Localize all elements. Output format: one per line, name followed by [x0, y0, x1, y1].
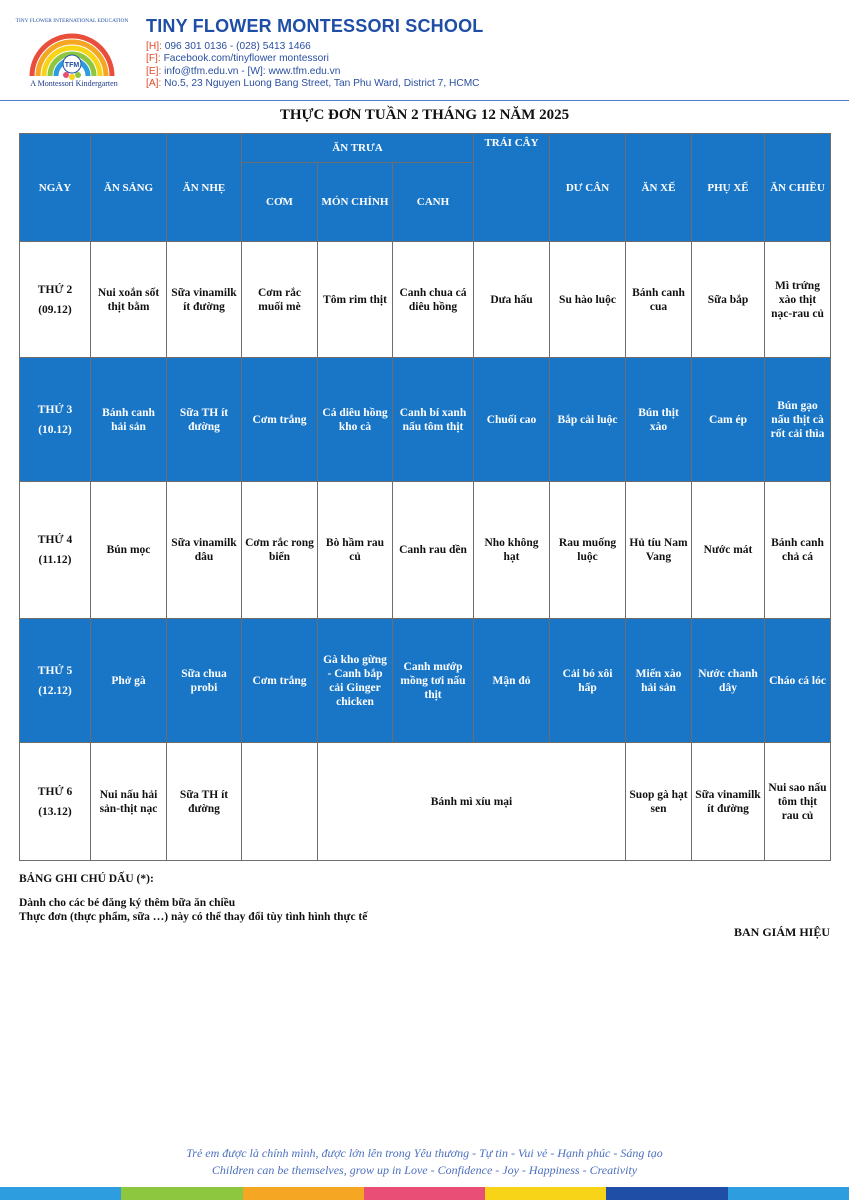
an-nhe-cell: Sữa TH ít đường — [167, 358, 242, 482]
an-nhe-cell: Sữa TH ít đường — [167, 743, 242, 861]
phu-xe-cell: Cam ép — [692, 358, 765, 482]
header-mon-chinh: MÓN CHÍNH — [318, 163, 393, 242]
canh-cell: Canh rau dền — [393, 482, 474, 619]
an-sang-cell: Nui nấu hải sản-thịt nạc — [91, 743, 167, 861]
mon-chinh-cell: Cá diêu hồng kho cà — [318, 358, 393, 482]
phu-xe-cell: Nước chanh dây — [692, 619, 765, 743]
com-cell: Cơm trắng — [242, 619, 318, 743]
an-sang-cell: Bún mọc — [91, 482, 167, 619]
mon-chinh-cell: Gà kho gừng - Canh bắp cải Ginger chicken — [318, 619, 393, 743]
mon-chinh-cell: Bò hầm rau củ — [318, 482, 393, 619]
header-ngay: NGÀY — [20, 134, 91, 242]
header-divider — [0, 100, 849, 101]
an-chieu-cell: Mì trứng xào thịt nạc-rau củ — [765, 242, 831, 358]
an-sang-cell: Nui xoắn sốt thịt bằm — [91, 242, 167, 358]
color-stripe — [0, 1187, 849, 1200]
com-cell: Cơm rắc rong biển — [242, 482, 318, 619]
an-sang-cell: Phở gà — [91, 619, 167, 743]
contact-address: [A]: No.5, 23 Nguyen Luong Bang Street, Tan Phu Ward, District 7, HCMC — [146, 78, 480, 90]
header-an-xe: ĂN XẾ — [626, 134, 692, 242]
contact-block — [146, 41, 480, 91]
phu-xe-cell: Sữa bắp — [692, 242, 765, 358]
footer-slogan-vi: Trẻ em được là chính mình, được lớn lên trong Yêu thương - Tự tin - Vui vẻ - Hạnh phúc - Sáng tạo — [186, 1146, 663, 1160]
an-xe-cell: Bánh canh cua — [626, 242, 692, 358]
table-row — [20, 482, 831, 619]
com-cell: Cơm trắng — [242, 358, 318, 482]
note-line: Thực đơn (thực phẩm, sữa …) này có thể thay đổi tùy tình hình thực tế — [19, 911, 368, 923]
canh-cell: Canh chua cá diêu hồng — [393, 242, 474, 358]
an-chieu-cell: Bún gạo nấu thịt cà rốt cải thìa — [765, 358, 831, 482]
header-du-can: DƯ CÂN — [550, 134, 626, 242]
an-xe-cell: Miến xào hải sản — [626, 619, 692, 743]
header-an-sang: ĂN SÁNG — [91, 134, 167, 242]
contact-facebook: [F]: Facebook.com/tinyflower montessori — [146, 53, 329, 65]
stripe-segment — [364, 1187, 485, 1200]
header-an-nhe: ĂN NHẸ — [167, 134, 242, 242]
signer: BAN GIÁM HIỆU — [733, 925, 830, 939]
contact-phone: [H]: 096 301 0136 - (028) 5413 1466 — [146, 41, 311, 52]
an-nhe-cell: Sữa vinamilk dâu — [167, 482, 242, 619]
trai-cay-cell: Nho không hạt — [474, 482, 550, 619]
header-an-trua: ĂN TRƯA — [242, 134, 474, 163]
weekly-menu-table — [19, 133, 831, 861]
footer-slogan-en: Children can be themselves, grow up in Love - Confidence - Joy - Happiness - Creativity — [211, 1163, 638, 1177]
an-nhe-cell: Sữa chua probi — [167, 619, 242, 743]
mon-chinh-cell: Tôm rim thịt — [318, 242, 393, 358]
day-cell: THỨ 3 (10.12) — [20, 358, 91, 482]
header-canh: CANH — [393, 163, 474, 242]
trai-cay-cell: Dưa hấu — [474, 242, 550, 358]
phu-xe-cell: Sữa vinamilk ít đường — [692, 743, 765, 861]
an-xe-cell: Hủ tíu Nam Vang — [626, 482, 692, 619]
du-can-cell: Bắp cải luộc — [550, 358, 626, 482]
notes-title: BẢNG GHI CHÚ DẤU (*): — [19, 873, 154, 885]
stripe-segment — [606, 1187, 727, 1200]
header-phu-xe: PHỤ XẾ — [692, 134, 765, 242]
header-an-chieu: ĂN CHIỀU — [765, 134, 831, 242]
com-cell: Cơm rắc muối mè — [242, 242, 318, 358]
logo-badge: TFM — [64, 62, 80, 69]
an-nhe-cell: Sữa vinamilk ít đường — [167, 242, 242, 358]
stripe-segment — [121, 1187, 242, 1200]
canh-cell: Canh bí xanh nấu tôm thịt — [393, 358, 474, 482]
table-row — [20, 743, 831, 861]
stripe-segment — [728, 1187, 849, 1200]
an-sang-cell: Bánh canh hải sản — [91, 358, 167, 482]
school-name: TINY FLOWER MONTESSORI SCHOOL — [146, 16, 484, 36]
an-chieu-cell: Nui sao nấu tôm thịt rau củ — [765, 743, 831, 861]
day-cell: THỨ 6 (13.12) — [20, 743, 91, 861]
stripe-segment — [0, 1187, 121, 1200]
notes-block — [19, 896, 367, 924]
com-cell — [242, 743, 318, 861]
header-trai-cay: TRÁI CÂY — [474, 134, 550, 242]
trai-cay-cell: Chuối cao — [474, 358, 550, 482]
logo-arc-text: TINY FLOWER INTERNATIONAL EDUCATION — [15, 18, 129, 24]
trai-cay-cell: Mận đỏ — [474, 619, 550, 743]
an-xe-cell: Suop gà hạt sen — [626, 743, 692, 861]
table-row — [20, 358, 831, 482]
an-chieu-cell: Cháo cá lóc — [765, 619, 831, 743]
table-row — [20, 242, 831, 358]
du-can-cell: Rau muống luộc — [550, 482, 626, 619]
day-cell: THỨ 5 (12.12) — [20, 619, 91, 743]
an-xe-cell: Bún thịt xào — [626, 358, 692, 482]
header-com: CƠM — [242, 163, 318, 242]
menu-title: THỰC ĐƠN TUẦN 2 THÁNG 12 NĂM 2025 — [279, 107, 570, 123]
contact-email-web: [E]: info@tfm.edu.vn - [W]: www.tfm.edu.vn — [146, 65, 341, 77]
note-line: Dành cho các bé đăng ký thêm bữa ăn chiều — [19, 897, 236, 909]
an-chieu-cell: Bánh canh chả cá — [765, 482, 831, 619]
day-cell: THỨ 2 (09.12) — [20, 242, 91, 358]
table-row — [20, 619, 831, 743]
merged-lunch-cell: Bánh mì xíu mại — [318, 743, 626, 861]
phu-xe-cell: Nước mát — [692, 482, 765, 619]
logo-subtitle: A Montessori Kindergarten — [30, 79, 118, 88]
day-cell: THỨ 4 (11.12) — [20, 482, 91, 619]
stripe-segment — [485, 1187, 606, 1200]
du-can-cell: Cải bó xôi hấp — [550, 619, 626, 743]
canh-cell: Canh mướp mồng tơi nấu thịt — [393, 619, 474, 743]
du-can-cell: Su hào luộc — [550, 242, 626, 358]
stripe-segment — [243, 1187, 364, 1200]
